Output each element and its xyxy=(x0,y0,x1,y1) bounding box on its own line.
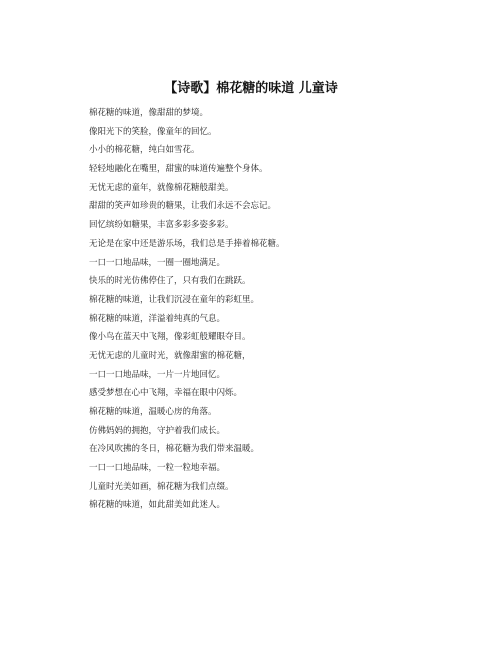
poem-line: 棉花糖的味道，温暖心房的角落。 xyxy=(89,407,217,417)
poem-line: 一口一口地品味，一粒一粒地幸福。 xyxy=(89,463,226,474)
poem-line: 回忆缤纷如糖果，丰富多彩多姿多彩。 xyxy=(89,220,234,231)
poem-line: 甜甜的笑声如珍贵的糖果，让我们永远不会忘记。 xyxy=(89,201,277,212)
poem-line: 无忧无虑的儿童时光，就像甜蜜的棉花糖， xyxy=(89,350,251,361)
poem-line: 像小鸟在蓝天中飞翔，像彩虹般耀眼夺目。 xyxy=(89,332,251,343)
poem-line: 无论是在家中还是游乐场，我们总是手捧着棉花糖。 xyxy=(89,238,285,249)
poem-line: 棉花糖的味道，如此甜美如此迷人。 xyxy=(89,500,226,511)
poem-line: 仿佛妈妈的拥抱，守护着我们成长。 xyxy=(89,425,226,436)
poem-line: 像阳光下的笑脸，像童年的回忆。 xyxy=(89,126,217,137)
poem-line: 感受梦想在心中飞翔，幸福在眼中闪烁。 xyxy=(89,388,243,399)
poem-line: 快乐的时光仿佛停住了，只有我们在跳跃。 xyxy=(89,276,251,287)
poem-line: 轻轻地融化在嘴里，甜蜜的味道传遍整个身体。 xyxy=(89,164,268,175)
poem-line: 小小的棉花糖，纯白如雪花。 xyxy=(89,145,200,156)
poem-line: 棉花糖的味道，洋溢着纯真的气息。 xyxy=(89,313,226,324)
document-title: 【诗歌】棉花糖的味道 儿童诗 xyxy=(164,81,338,96)
poem-line: 一口一口地品味，一圈一圈地满足。 xyxy=(89,257,226,268)
poem-line: 儿童时光美如画，棉花糖为我们点缀。 xyxy=(89,481,234,492)
poem-line: 无忧无虑的童年，就像棉花糖般甜美。 xyxy=(89,182,234,193)
poem-line: 在冷风吹拂的冬日，棉花糖为我们带来温暖。 xyxy=(89,444,260,455)
poem-line: 棉花糖的味道，让我们沉浸在童年的彩虹里。 xyxy=(89,294,260,305)
poem-line: 棉花糖的味道，像甜甜的梦境。 xyxy=(89,108,209,118)
poem-body xyxy=(89,104,449,515)
poem-line: 一口一口地品味，一片一片地回忆。 xyxy=(89,369,226,380)
